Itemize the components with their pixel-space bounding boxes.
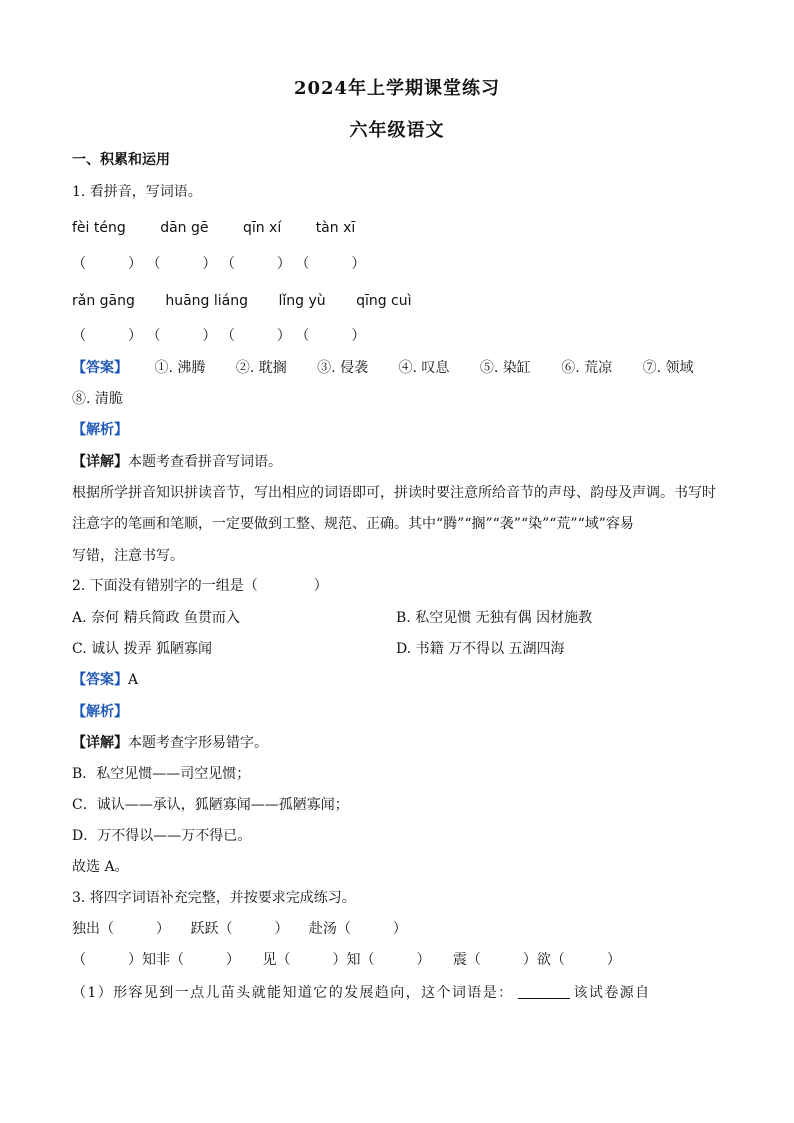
page-subtitle: 六年级语文 xyxy=(349,120,445,141)
pinyin: lǐng yù xyxy=(278,293,326,309)
detail-tag: 【详解】 xyxy=(72,735,128,751)
answer-item: ②. 耽搁 xyxy=(235,360,287,376)
section-heading: 一、积累和运用 xyxy=(72,152,170,168)
answer-item: ⑥. 荒凉 xyxy=(561,360,613,376)
q3-row1 xyxy=(72,919,407,939)
pinyin: rǎn gāng xyxy=(72,293,135,309)
q1-explanation-line: 注意字的笔画和笔顺，一定要做到工整、规范、正确。其中“腾”“搁”“袭”“染”“荒”“域”容易 xyxy=(72,516,634,532)
idiom-blank[interactable]: 震（ ）欲（ ） xyxy=(452,952,621,968)
pinyin: qīn xí xyxy=(242,220,282,236)
answer-blank[interactable]: （ ） xyxy=(72,328,142,344)
q2-option-a[interactable]: A. 奈何 精兵简政 鱼贯而入 xyxy=(72,610,240,626)
answer-item: ④. 叹息 xyxy=(398,360,450,376)
answer-blank[interactable]: （ ） xyxy=(295,256,366,272)
q1-detail xyxy=(72,452,282,472)
idiom-blank[interactable]: 独出（ ） xyxy=(72,921,170,937)
q1-explanation-line: 根据所学拼音知识拼读音节，写出相应的词语即可，拼读时要注意所给音节的声母、韵母及声调。书写时 xyxy=(72,485,716,501)
detail-tag: 【详解】 xyxy=(72,454,128,470)
idiom-blank[interactable]: 跃跃（ ） xyxy=(190,921,289,937)
q3-row2 xyxy=(72,950,621,970)
answer-item: ③. 侵袭 xyxy=(317,360,369,376)
pinyin: qīng cuì xyxy=(356,293,412,309)
q1-blanks-row2 xyxy=(72,326,365,346)
answer-blank[interactable]: （ ） xyxy=(220,328,291,344)
q2-option-d[interactable]: D. 书籍 万不得以 五湖四海 xyxy=(396,641,565,657)
q3-stem: 3. 将四字词语补充完整，并按要求完成练习。 xyxy=(72,890,356,906)
answer-tag: 【答案】 xyxy=(72,360,128,376)
q2-explanation-line: D．万不得以——万不得已。 xyxy=(72,828,252,844)
q2-answer xyxy=(72,670,138,690)
answer-blank[interactable]: （ ） xyxy=(146,256,217,272)
answer-tag: 【答案】 xyxy=(72,672,128,688)
answer-blank[interactable]: （ ） xyxy=(146,328,217,344)
q1-blanks-row1 xyxy=(72,254,365,274)
page-title: 2024年上学期课堂练习 xyxy=(293,78,501,99)
pinyin: fèi téng xyxy=(72,220,126,236)
answer-item: ⑧. 清脆 xyxy=(72,391,123,407)
pinyin: huāng liáng xyxy=(165,293,248,309)
q3-sub1 xyxy=(72,983,651,1003)
idiom-blank[interactable]: 见（ ）知（ ） xyxy=(262,952,431,968)
answer-blank[interactable]: （ ） xyxy=(72,256,142,272)
q1-answer-row xyxy=(72,358,694,378)
detail-text: 本题考查看拼音写词语。 xyxy=(128,454,282,470)
sub-question-text: （1）形容见到一点儿苗头就能知道它的发展趋向，这个词语是： xyxy=(72,985,514,1001)
q2-explanation-line: 故选 A。 xyxy=(72,859,129,875)
analysis-tag: 【解析】 xyxy=(72,704,128,720)
q1-pinyin-row1 xyxy=(72,218,355,238)
answer-value: A xyxy=(128,672,139,688)
answer-blank[interactable]: （ ） xyxy=(220,256,291,272)
answer-item: ⑤. 染缸 xyxy=(479,360,531,376)
q1-explanation-line: 写错，注意书写。 xyxy=(72,548,184,564)
q2-explanation-line: B．私空见惯——司空见惯； xyxy=(72,766,251,782)
q2-option-c[interactable]: C. 诚认 拨弄 狐陋寡闻 xyxy=(72,641,213,657)
detail-text: 本题考查字形易错字。 xyxy=(128,735,268,751)
answer-item: ①. 沸腾 xyxy=(154,360,206,376)
pinyin: tàn xī xyxy=(315,220,356,236)
analysis-tag: 【解析】 xyxy=(72,422,128,438)
answer-item: ⑦. 领域 xyxy=(642,360,694,376)
q1-pinyin-row2 xyxy=(72,291,412,311)
idiom-blank[interactable]: 赴汤（ ） xyxy=(308,921,407,937)
idiom-blank[interactable]: （ ）知非（ ） xyxy=(72,952,240,968)
pinyin: dān gē xyxy=(160,220,209,236)
q2-explanation-line: C．诚认——承认，狐陋寡闻——孤陋寡闻； xyxy=(72,797,349,813)
q2-option-b[interactable]: B. 私空见惯 无独有偶 因材施教 xyxy=(396,610,593,626)
q1-stem: 1. 看拼音，写词语。 xyxy=(72,184,202,200)
q2-stem: 2. 下面没有错别字的一组是（ ） xyxy=(72,578,328,594)
q2-detail xyxy=(72,733,268,753)
answer-blank[interactable]: （ ） xyxy=(295,328,366,344)
footer-source-note: 该试卷源自 xyxy=(573,985,651,1001)
answer-line[interactable] xyxy=(518,984,570,999)
